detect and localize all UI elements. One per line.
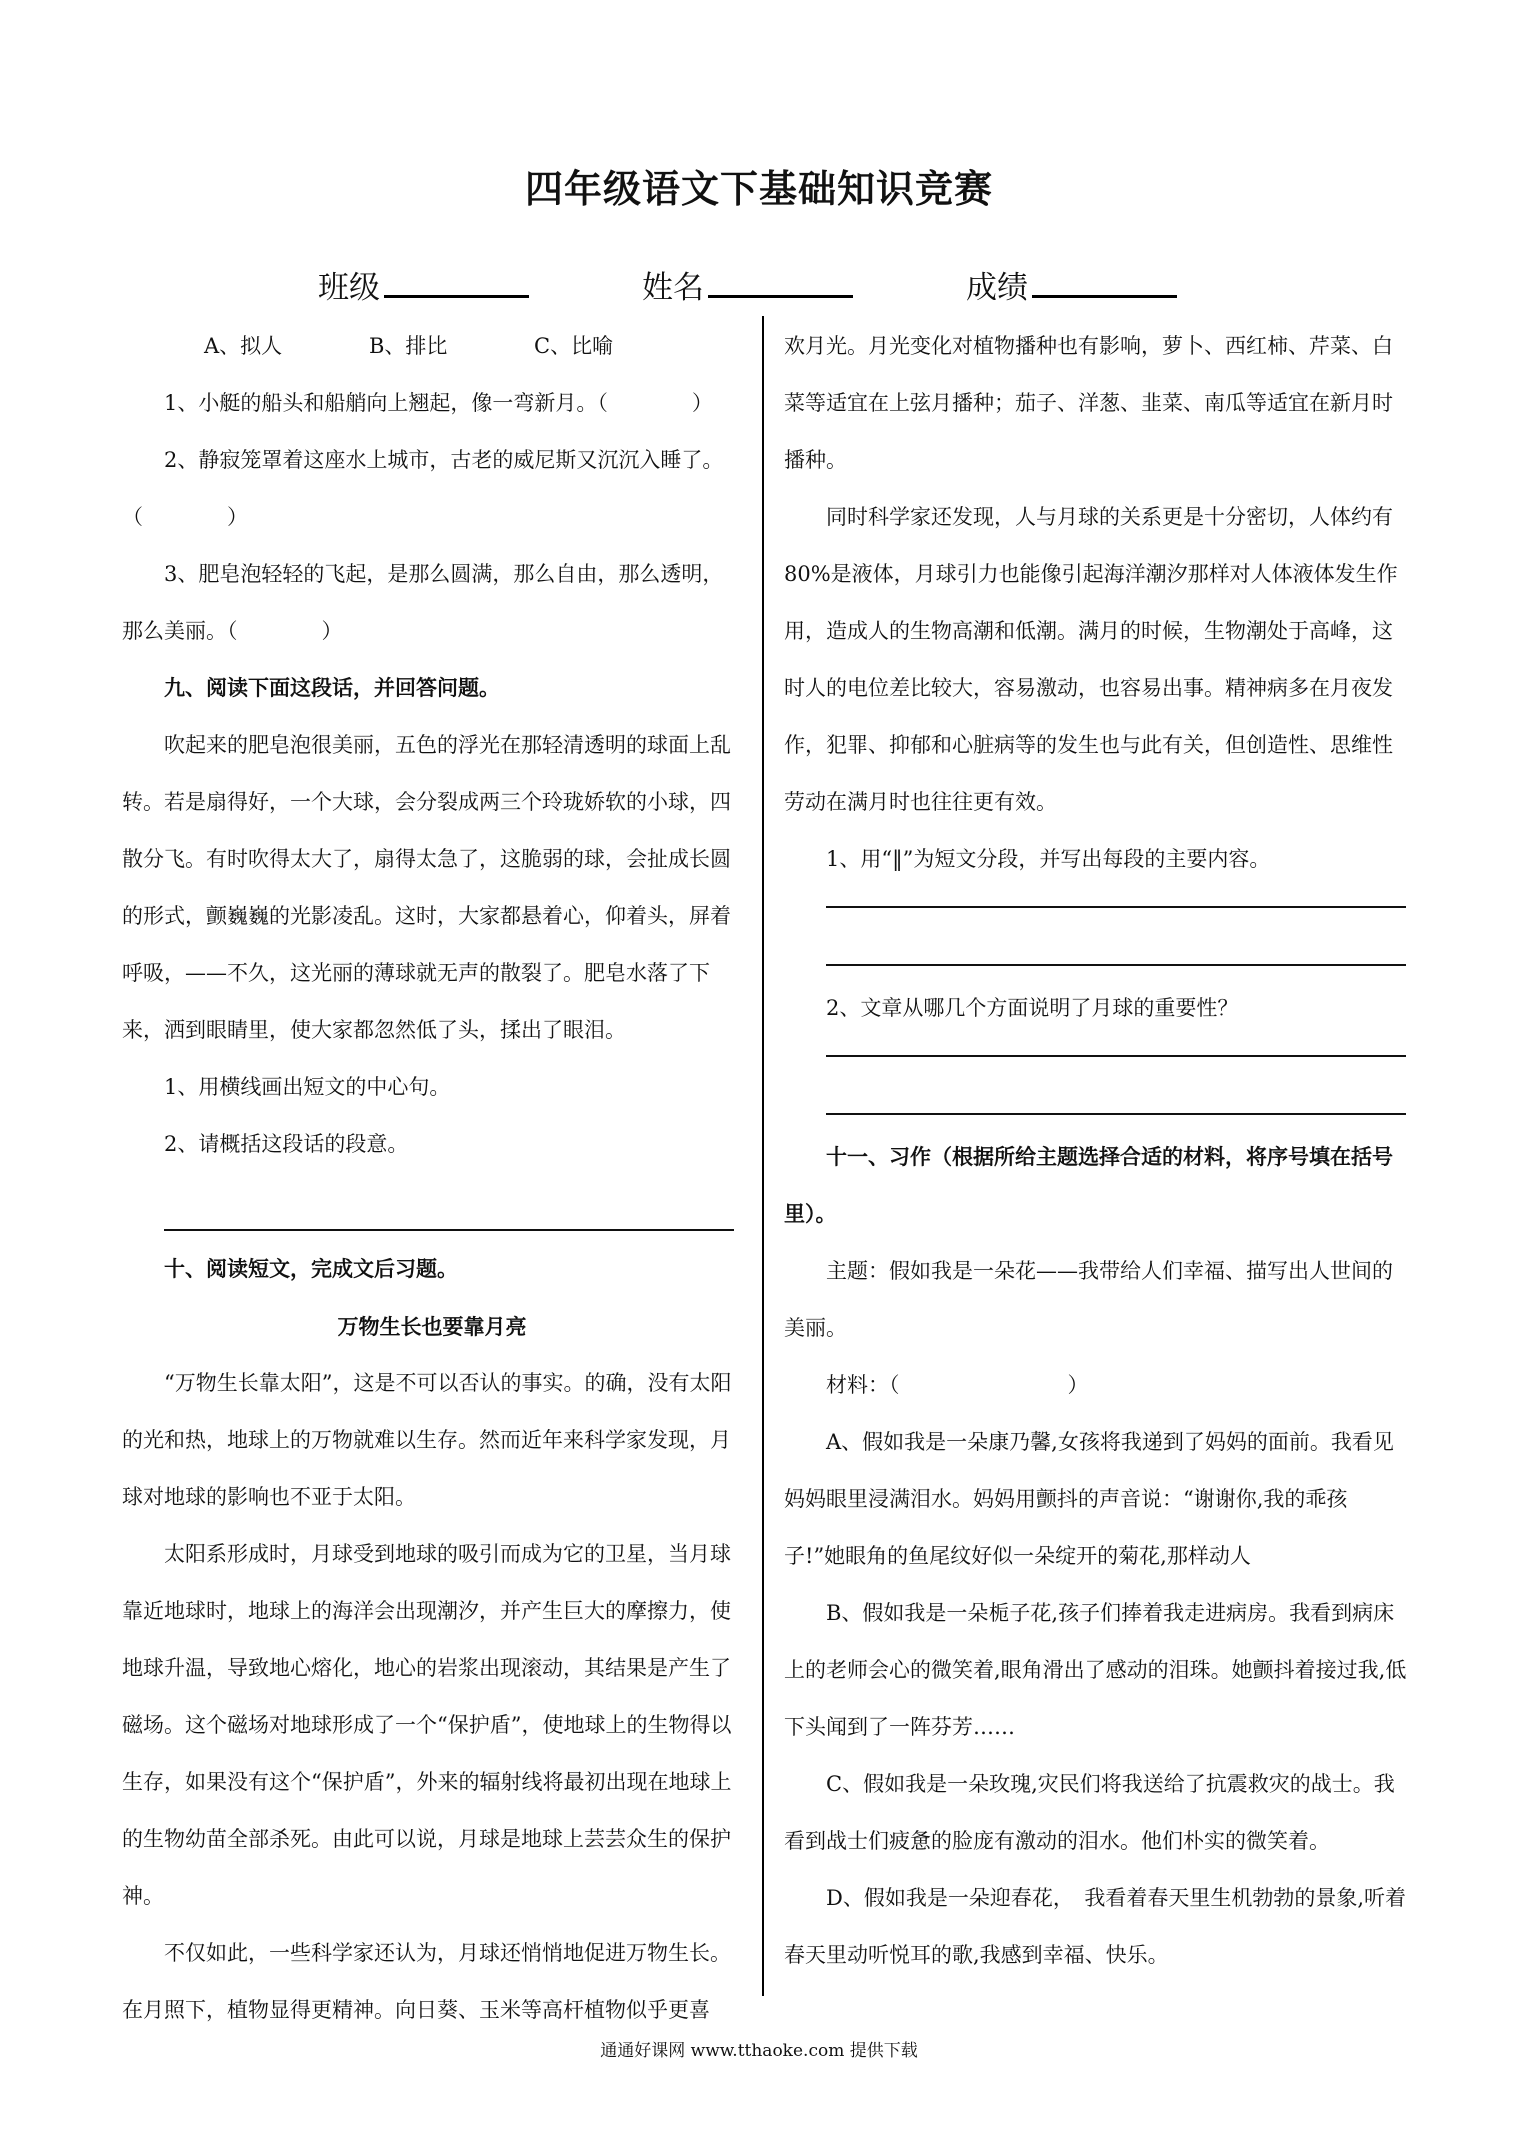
article-title: 万物生长也要靠月亮 [337,1314,527,1339]
answer-line [826,1113,1406,1115]
score-field [966,262,1177,307]
q8-item-3: 3、肥皂泡轻轻的飞起，是那么圆满，那么自由，那么透明，那么美丽。（ ） [122,562,724,643]
q8-item-1: 1、小艇的船头和船艄向上翘起，像一弯新月。（ ） [164,391,713,415]
column-divider [762,316,764,1996]
answer-line [826,1055,1406,1057]
class-label: 班级 [318,270,380,306]
section-10-question-1: 1、用“‖”为短文分段，并写出每段的主要内容。 [826,847,1271,871]
section-9-heading: 九、阅读下面这段话，并回答问题。 [164,676,500,700]
answer-line [826,906,1406,908]
section-11-heading: 十一、习作（根据所给主题选择合适的材料，将序号填在括号里）。 [784,1145,1393,1226]
option-c: C、比喻 [534,334,614,358]
article-paragraph-1: “万物生长靠太阳”，这是不可以否认的事实。的确，没有太阳的光和热，地球上的万物就难以生存。然而近年来科学家发现，月球对地球的影响也不亚于太阳。 [122,1371,732,1509]
material-option-b: B、假如我是一朵栀子花,孩子们捧着我走进病房。我看到病床上的老师会心的微笑着,眼角滑出了感动的泪珠。她颤抖着接过我,低下头闻到了一阵芬芳…… [784,1601,1407,1739]
answer-line [826,964,1406,966]
option-a: A、拟人 [204,334,283,358]
article-paragraph-2: 太阳系形成时，月球受到地球的吸引而成为它的卫星，当月球靠近地球时，地球上的海洋会出现潮汐，并产生巨大的摩擦力，使地球升温，导致地心熔化，地心的岩浆出现滚动，其结果是产生了磁场。这个磁场对地球形成了一个“保护盾”，使地球上的生物得以生存，如果没有这个“保护盾”，外来的辐射线将最初出现在地球上的生物幼苗全部杀死。由此可以说，月球是地球上芸芸众生的保护神。 [122,1542,732,1908]
material-option-d: D、假如我是一朵迎春花， 我看着春天里生机勃勃的景象,听着春天里动听悦耳的歌,我感到幸福、快乐。 [784,1886,1407,1967]
section-10-question-2: 2、文章从哪几个方面说明了月球的重要性？ [826,996,1239,1020]
q8-item-2: 2、静寂笼罩着这座水上城市，古老的威尼斯又沉沉入睡了。（ ） [122,448,724,529]
name-field [642,262,853,307]
section-9-passage: 吹起来的肥皂泡很美丽，五色的浮光在那轻清透明的球面上乱转。若是扇得好，一个大球，会分裂成两三个玲珑娇软的小球，四散分飞。有时吹得太大了，扇得太急了，这脆弱的球，会扯成长圆的形式，颤巍巍的光影凌乱。这时，大家都悬着心，仰着头，屏着呼吸，——不久，这光丽的薄球就无声的散裂了。肥皂水落了下来，洒到眼睛里，使大家都忽然低了头，揉出了眼泪。 [122,733,731,1042]
score-blank [1032,267,1177,298]
essay-theme: 主题：假如我是一朵花——我带给人们幸福、描写出人世间的美丽。 [784,1259,1393,1340]
article-paragraph-3-continued: 欢月光。月光变化对植物播种也有影响，萝卜、西红柿、芹菜、白菜等适宜在上弦月播种；茄子、洋葱、韭菜、南瓜等适宜在新月时播种。 [784,334,1393,472]
section-9-question-1: 1、用横线画出短文的中心句。 [164,1075,451,1099]
article-paragraph-4: 同时科学家还发现，人与月球的关系更是十分密切，人体约有 80%是液体，月球引力也能像引起海洋潮汐那样对人体液体发生作用，造成人的生物高潮和低潮。满月的时候，生物潮处于高峰，这时人的电位差比较大，容易激动，也容易出事。精神病多在月夜发作，犯罪、抑郁和心脏病等的发生也与此有关，但创造性、思维性劳动在满月时也往往更有效。 [784,505,1398,814]
section-10-heading: 十、阅读短文，完成文后习题。 [164,1257,458,1281]
score-label: 成绩 [966,270,1028,306]
material-option-a: A、假如我是一朵康乃馨,女孩将我递到了妈妈的面前。我看见妈妈眼里浸满泪水。妈妈用颤抖的声音说：“谢谢你,我的乖孩子!”她眼角的鱼尾纹好似一朵绽开的菊花,那样动人 [784,1430,1394,1568]
article-paragraph-3: 不仅如此，一些科学家还认为，月球还悄悄地促进万物生长。在月照下，植物显得更精神。向日葵、玉米等高杆植物似乎更喜 [122,1941,731,2022]
left-column [122,318,742,2039]
page-title: 四年级语文下基础知识竞赛 [524,166,993,211]
essay-material-blank: 材料：（ ） [826,1373,1089,1397]
class-blank [384,267,529,298]
page-footer: 通通好课网 www.tthaoke.com 提供下载 [600,2041,918,2061]
class-field [318,262,529,307]
section-9-question-2: 2、请概括这段话的段意。 [164,1132,409,1156]
name-blank [708,267,853,298]
name-label: 姓名 [642,270,704,306]
material-option-c: C、假如我是一朵玫瑰,灾民们将我送给了抗震救灾的战士。我看到战士们疲惫的脸庞有激动的泪水。他们朴实的微笑着。 [784,1772,1395,1853]
right-column [784,318,1408,1984]
rhetoric-options [122,318,742,375]
option-b: B、排比 [369,334,448,358]
answer-line [164,1229,734,1231]
